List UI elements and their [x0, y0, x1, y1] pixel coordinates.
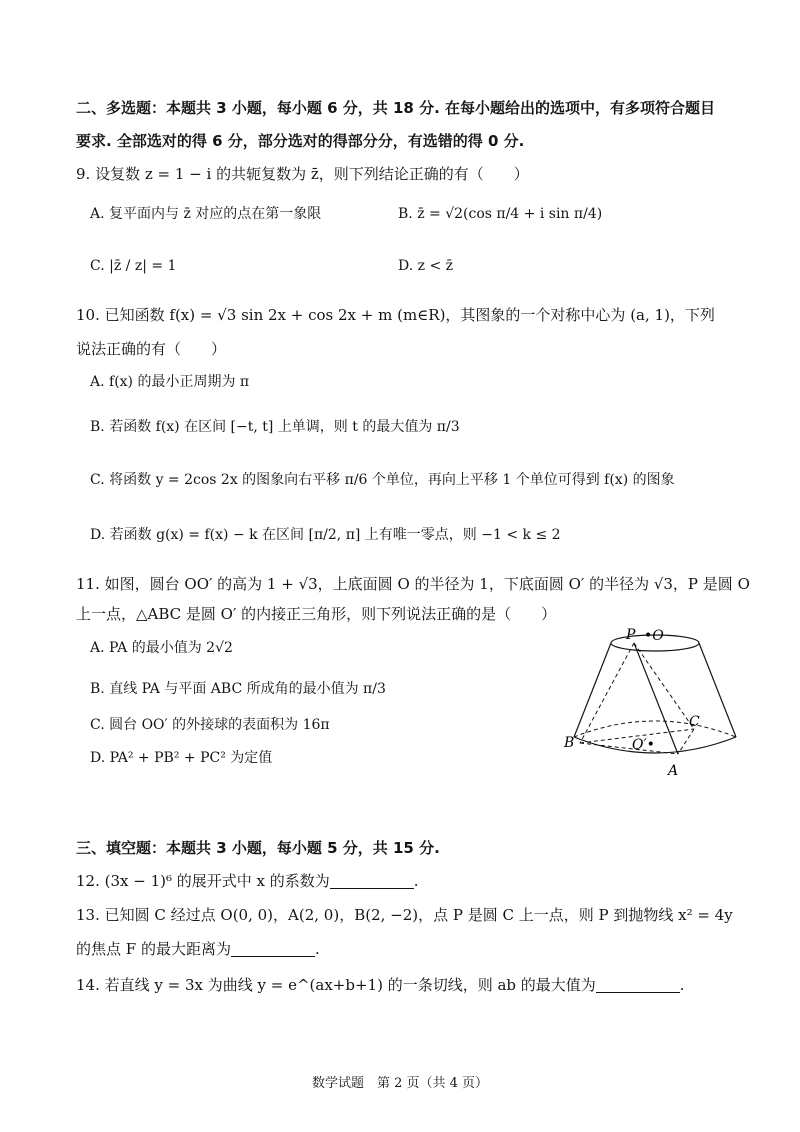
q14-line [76, 974, 685, 996]
q9-option-c: C. |z̄ / z| = 1 [90, 258, 177, 274]
label-b: B [564, 735, 575, 751]
label-c: C [689, 714, 700, 730]
page-footer: 数学试题 第 2 页（共 4 页） [311, 1076, 489, 1091]
label-p: P [626, 627, 636, 643]
q11-stem-line1: 11. 如图，圆台 OO′ 的高为 1 + √3，上底面圆 O 的半径为 1，下底面圆 O′ 的半径为 √3，P 是圆 O [76, 575, 750, 593]
q10-option-c: C. 将函数 y = 2cos 2x 的图象向右平移 π/6 个单位，再向上平移 1 个单位可得到 f(x) 的图象 [90, 472, 675, 488]
q9-option-b: B. z̄ = √2(cos π/4 + i sin π/4) [398, 206, 603, 222]
q13-stem-line2: 的焦点 F 的最大距离为 [76, 940, 231, 958]
label-o: •O [644, 628, 664, 644]
left-generatrix [574, 643, 611, 737]
q11-option-c: C. 圆台 OO′ 的外接球的表面积为 16π [90, 717, 330, 733]
q11-option-a: A. PA 的最小值为 2√2 [90, 640, 233, 656]
q11-stem-line2: 上一点，△ABC 是圆 O′ 的内接正三角形，则下列说法正确的是（ ） [76, 605, 557, 623]
q10-option-d: D. 若函数 g(x) = f(x) − k 在区间 [π/2, π] 上有唯一零点，则 −1 < k ≤ 2 [90, 527, 561, 543]
q11-option-b: B. 直线 PA 与平面 ABC 所成角的最小值为 π/3 [90, 681, 386, 697]
bottom-base-back [574, 721, 736, 737]
q12-stem: 12. (3x − 1)⁶ 的展开式中 x 的系数为 [76, 872, 330, 890]
q12-answer-blank[interactable] [330, 872, 414, 889]
label-o-prime: O′• [632, 737, 655, 753]
segment-pc [634, 643, 694, 729]
q10-option-b: B. 若函数 f(x) 在区间 [−t, t] 上单调，则 t 的最大值为 π/3 [90, 419, 460, 435]
q9-option-d: D. z < z̄ [398, 258, 454, 274]
section2-header-line2: 要求. 全部选对的得 6 分，部分选对的得部分分，有选错的得 0 分. [76, 132, 525, 150]
q12-line [76, 870, 419, 892]
q9-option-a: A. 复平面内与 z̄ 对应的点在第一象限 [90, 206, 322, 222]
q13-stem-line1: 13. 已知圆 C 经过点 O(0, 0)，A(2, 0)，B(2, −2)，点 P 是圆 C 上一点，则 P 到抛物线 x² = 4y [76, 906, 733, 924]
section3-header: 三、填空题：本题共 3 小题，每小题 5 分，共 15 分. [76, 839, 440, 857]
q14-end: . [679, 976, 685, 994]
frustum-figure [560, 625, 750, 785]
q13-end: . [314, 940, 320, 958]
q10-stem-line1: 10. 已知函数 f(x) = √3 sin 2x + cos 2x + m (m∈R)，其图象的一个对称中心为 (a, 1)，下列 [76, 306, 715, 324]
section2-header-line1: 二、多选题：本题共 3 小题，每小题 6 分，共 18 分. 在每小题给出的选项中，有多项符合题目 [76, 99, 716, 117]
label-a: A [668, 763, 679, 779]
q12-end: . [413, 872, 419, 890]
q9-stem: 9. 设复数 z = 1 − i 的共轭复数为 z̄，则下列结论正确的有（ ） [76, 165, 529, 183]
q11-option-d: D. PA² + PB² + PC² 为定值 [90, 750, 273, 766]
right-generatrix [699, 643, 736, 737]
q14-answer-blank[interactable] [596, 976, 680, 993]
q10-stem-line2: 说法正确的有（ ） [76, 340, 227, 358]
bottom-base-front [574, 737, 736, 753]
q13-line2 [76, 938, 320, 960]
q14-stem: 14. 若直线 y = 3x 为曲线 y = e^(ax+b+1) 的一条切线，则 ab 的最大值为 [76, 976, 596, 994]
q13-answer-blank[interactable] [231, 940, 315, 957]
q10-option-a: A. f(x) 的最小正周期为 π [90, 374, 250, 390]
segment-pb [580, 643, 634, 743]
